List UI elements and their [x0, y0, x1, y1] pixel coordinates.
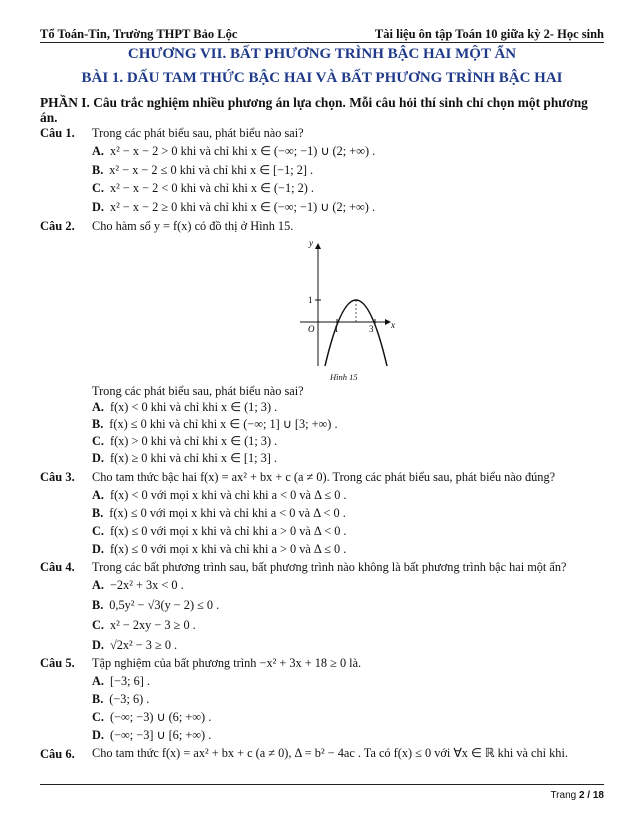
q5-option-b[interactable] — [92, 692, 149, 707]
q1-option-d[interactable] — [92, 200, 375, 215]
option-text: f(x) < 0 khi và chỉ khi x ∈ (1; 3) . — [109, 400, 278, 414]
q4-option-b[interactable] — [92, 598, 219, 613]
q3-option-a[interactable] — [92, 488, 347, 503]
q1-option-a[interactable] — [92, 144, 375, 159]
lesson-title: BÀI 1. DẤU TAM THỨC BẬC HAI VÀ BẤT PHƯƠNG TRÌNH BẬC HAI — [81, 70, 563, 86]
option-key: B. — [92, 598, 104, 612]
q4-option-a[interactable] — [92, 578, 184, 593]
option-key: C. — [92, 710, 104, 724]
q2-option-a[interactable] — [92, 400, 277, 415]
footer-rule — [40, 784, 604, 785]
q5-option-a[interactable] — [92, 674, 150, 689]
header-left: Tổ Toán-Tin, Trường THPT Bảo Lộc — [40, 27, 238, 41]
x-axis-label: x — [391, 320, 395, 330]
option-text: f(x) < 0 với mọi x khi và chỉ khi a < 0 và Δ ≤ 0 . — [109, 488, 347, 502]
option-text: f(x) ≤ 0 với mọi x khi và chỉ khi a < 0 và Δ < 0 . — [109, 506, 346, 520]
option-text: f(x) > 0 khi và chỉ khi x ∈ (1; 3) . — [109, 434, 278, 448]
option-text: (−∞; −3) ∪ (6; +∞) . — [109, 710, 212, 724]
question-4-label: Câu 4. — [40, 560, 75, 574]
option-key: C. — [92, 618, 104, 632]
option-text: −2x² + 3x < 0 . — [109, 578, 184, 592]
q2-option-b[interactable] — [92, 417, 338, 432]
option-text: 0,5y² − √3(y − 2) ≤ 0 . — [109, 598, 220, 612]
option-key: D. — [92, 451, 104, 465]
q5-option-d[interactable] — [92, 728, 211, 743]
option-key: A. — [92, 674, 104, 688]
option-text: [−3; 6] . — [109, 674, 151, 688]
question-5-label: Câu 5. — [40, 656, 75, 670]
option-key: C. — [92, 181, 104, 195]
question-3-text: Cho tam thức bậc hai f(x) = ax² + bx + c (a ≠ 0). Trong các phát biểu sau, phát biểu nào đúng? — [92, 470, 556, 484]
question-3-label: Câu 3. — [40, 470, 75, 484]
option-text: (−∞; −3] ∪ [6; +∞) . — [109, 728, 212, 742]
function-graph-figure — [290, 238, 410, 390]
question-5-text: Tập nghiệm của bất phương trình −x² + 3x + 18 ≥ 0 là. — [92, 656, 362, 670]
q3-option-b[interactable] — [92, 506, 346, 521]
question-2-label: Câu 2. — [40, 219, 75, 233]
q3-option-d[interactable] — [92, 542, 346, 557]
question-6-label: Câu 6. — [40, 747, 75, 761]
option-key: A. — [92, 144, 104, 158]
q4-option-d[interactable] — [92, 638, 177, 653]
option-key: D. — [92, 638, 104, 652]
option-key: B. — [92, 692, 104, 706]
footer-prefix: Trang — [550, 790, 579, 801]
q2-option-c[interactable] — [92, 434, 277, 449]
origin-label: O — [308, 324, 315, 334]
option-key: D. — [92, 542, 104, 556]
option-text: x² − x − 2 > 0 khi và chỉ khi x ∈ (−∞; −1) ∪ (2; +∞) . — [109, 144, 376, 158]
y-tick-1-label: 1 — [308, 295, 313, 305]
header-right: Tài liệu ôn tập Toán 10 giữa kỳ 2- Học sinh — [374, 27, 604, 41]
option-text: (−3; 6) . — [109, 692, 150, 706]
option-key: A. — [92, 400, 104, 414]
option-text: x² − 2xy − 3 ≥ 0 . — [109, 618, 196, 632]
option-text: f(x) ≥ 0 khi và chỉ khi x ∈ [1; 3] . — [109, 451, 278, 465]
part-title: PHẦN I. Câu trắc nghiệm nhiều phương án lựa chọn. Mỗi câu hỏi thí sinh chỉ chọn một phương án. — [40, 95, 588, 125]
question-4-text: Trong các bất phương trình sau, bất phương trình nào không là bất phương trình bậc hai một ẩn? — [92, 560, 567, 574]
question-1-text: Trong các phát biểu sau, phát biểu nào sai? — [92, 126, 304, 140]
option-key: A. — [92, 488, 104, 502]
question-2-text2: Trong các phát biểu sau, phát biểu nào sai? — [92, 384, 304, 398]
option-key: D. — [92, 200, 104, 214]
q1-option-b[interactable] — [92, 163, 313, 178]
x-tick-1-label: 1 — [334, 324, 339, 334]
y-axis-label: y — [309, 238, 313, 248]
option-text: f(x) ≤ 0 với mọi x khi và chỉ khi a > 0 và Δ ≤ 0 . — [109, 542, 347, 556]
q3-option-c[interactable] — [92, 524, 347, 539]
question-6-text: Cho tam thức f(x) = ax² + bx + c (a ≠ 0), Δ = b² − 4ac . Ta có f(x) ≤ 0 với ∀x ∈ ℝ khi và chỉ khi. — [92, 746, 568, 760]
option-text: x² − x − 2 < 0 khi và chỉ khi x ∈ (−1; 2) . — [109, 181, 314, 195]
option-key: A. — [92, 578, 104, 592]
option-key: B. — [92, 506, 104, 520]
option-key: B. — [92, 163, 104, 177]
option-text: x² − x − 2 ≤ 0 khi và chỉ khi x ∈ [−1; 2] . — [109, 163, 314, 177]
page-number: 2 / 18 — [578, 790, 604, 801]
option-key: D. — [92, 728, 104, 742]
option-text: √2x² − 3 ≥ 0 . — [109, 638, 178, 652]
figure-caption: Hình 15 — [330, 372, 358, 382]
option-key: C. — [92, 434, 104, 448]
q4-option-c[interactable] — [92, 618, 196, 633]
option-key: C. — [92, 524, 104, 538]
q5-option-c[interactable] — [92, 710, 211, 725]
page-header — [40, 26, 604, 43]
question-1-label: Câu 1. — [40, 126, 75, 140]
option-text: f(x) ≤ 0 với mọi x khi và chỉ khi a > 0 và Δ < 0 . — [109, 524, 347, 538]
q1-option-c[interactable] — [92, 181, 314, 196]
page-footer — [550, 790, 604, 801]
option-text: f(x) ≤ 0 khi và chỉ khi x ∈ (−∞; 1] ∪ [3; +∞) . — [109, 417, 338, 431]
q2-option-d[interactable] — [92, 451, 277, 466]
option-text: x² − x − 2 ≥ 0 khi và chỉ khi x ∈ (−∞; −1) ∪ (2; +∞) . — [109, 200, 376, 214]
question-2-text: Cho hàm số y = f(x) có đồ thị ở Hình 15. — [92, 219, 294, 233]
x-tick-3-label: 3 — [369, 324, 374, 334]
option-key: B. — [92, 417, 104, 431]
chapter-title: CHƯƠNG VII. BẤT PHƯƠNG TRÌNH BẬC HAI MỘT ẨN — [127, 46, 517, 62]
